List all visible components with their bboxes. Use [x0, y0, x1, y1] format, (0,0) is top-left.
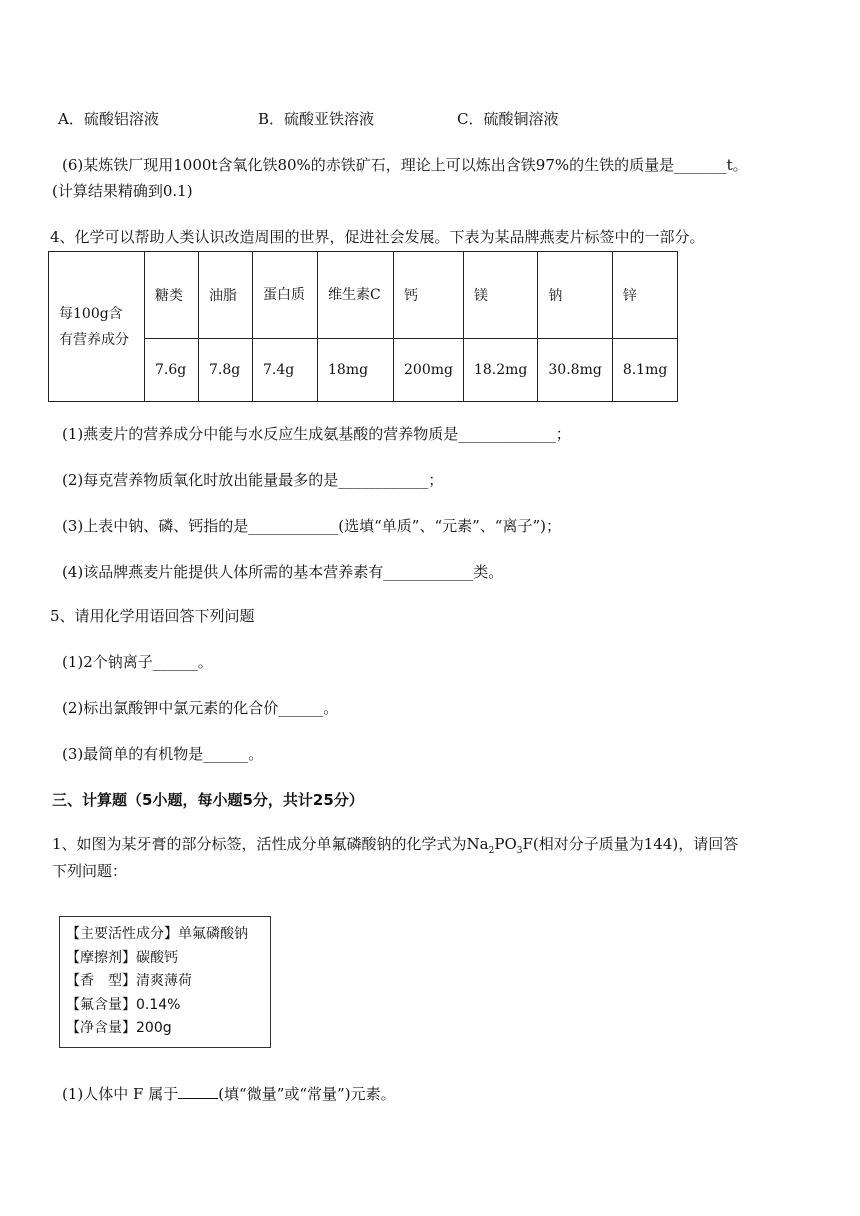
- calc-1-mid: PO: [494, 835, 517, 853]
- label-line: 【摩擦剂】碳酸钙: [66, 949, 178, 966]
- nutrition-value-cell: 7.6g: [145, 339, 199, 402]
- nutrition-header-cell: 油脂: [199, 252, 253, 339]
- option-a: A．硫酸铝溶液: [58, 110, 159, 128]
- calc-1-prefix: 1、如图为某牙膏的部分标签，活性成分单氟磷酸钠的化学式为Na: [52, 835, 489, 853]
- q4-item-2: (2)每克营养物质氧化时放出能量最多的是____________；: [62, 471, 444, 489]
- nutrition-value-cell: 30.8mg: [538, 339, 612, 402]
- nutrition-header-cell: 维生素C: [318, 252, 394, 339]
- calc-1-sub-2: 3: [516, 846, 523, 856]
- calc-1-q1-before: (1)人体中 F 属于: [62, 1085, 179, 1103]
- q4-item-4: (4)该品牌燕麦片能提供人体所需的基本营养素有____________类。: [62, 563, 504, 581]
- nutrition-value-cell: 8.1mg: [612, 339, 678, 402]
- label-line: 【氟含量】0.14%: [66, 996, 181, 1013]
- nutrition-value-cell: 7.4g: [253, 339, 318, 402]
- nutrition-header-cell: 锌: [612, 252, 678, 339]
- nutrition-table: [48, 251, 678, 402]
- option-c: C．硫酸铜溶液: [457, 110, 559, 128]
- label-line: 【主要活性成分】单氟磷酸钠: [66, 926, 248, 942]
- q5-item-2: (2)标出氯酸钾中氯元素的化合价______。: [62, 699, 339, 717]
- nutrition-header-cell: 钠: [538, 252, 612, 339]
- calc-1-text: [52, 834, 738, 861]
- nutrition-value-cell: 18.2mg: [463, 339, 537, 402]
- q6-note: (计算结果精确到0.1): [52, 182, 193, 200]
- section-3-title: 三、计算题（5小题，每小题5分，共计25分）: [52, 791, 364, 809]
- nutrition-header-cell: 蛋白质: [253, 252, 318, 339]
- label-line: 【净含量】200g: [66, 1020, 172, 1036]
- q4-item-1: (1)燕麦片的营养成分中能与水反应生成氨基酸的营养物质是_____________；: [62, 425, 571, 443]
- calc-1-sub-1: 2: [488, 846, 495, 856]
- q5-item-1: (1)2个钠离子______。: [62, 653, 213, 671]
- calc-1-suffix: F(相对分子质量为144)，请回答: [522, 835, 739, 853]
- nutrition-value-cell: 18mg: [318, 339, 394, 402]
- calc-1-q1-after: (填“微量”或“常量”)元素。: [218, 1085, 396, 1103]
- q4-intro: 4、化学可以帮助人类认识改造周围的世界，促进社会发展。下表为某品牌燕麦片标签中的一部分。: [50, 228, 705, 246]
- answer-blank: [178, 1084, 218, 1099]
- nutrition-header-cell: 钙: [394, 252, 464, 339]
- q4-item-3: (3)上表中钠、磷、钙指的是____________(选填“单质”、“元素”、“离子”)；: [62, 517, 561, 535]
- option-b: B．硫酸亚铁溶液: [258, 110, 375, 128]
- q6-text: (6)某炼铁厂现用1000t含氧化铁80%的赤铁矿石，理论上可以炼出含铁97%的生铁的质量是_______t。: [62, 156, 748, 174]
- nutrition-header-cell: 糖类: [145, 252, 199, 339]
- q5-intro: 5、请用化学用语回答下列问题: [50, 607, 255, 625]
- label-line: 【香 型】清爽薄荷: [66, 973, 192, 989]
- toothpaste-label: [59, 916, 271, 1048]
- nutrition-header-cell: 镁: [463, 252, 537, 339]
- nutrition-value-cell: 200mg: [394, 339, 464, 402]
- nutrition-row-header: 每100g含有营养成分: [49, 252, 145, 402]
- q5-item-3: (3)最简单的有机物是______。: [62, 745, 264, 763]
- calc-1-line-2: 下列问题：: [52, 862, 128, 880]
- nutrition-value-cell: 7.8g: [199, 339, 253, 402]
- calc-1-question-1: [62, 1084, 396, 1104]
